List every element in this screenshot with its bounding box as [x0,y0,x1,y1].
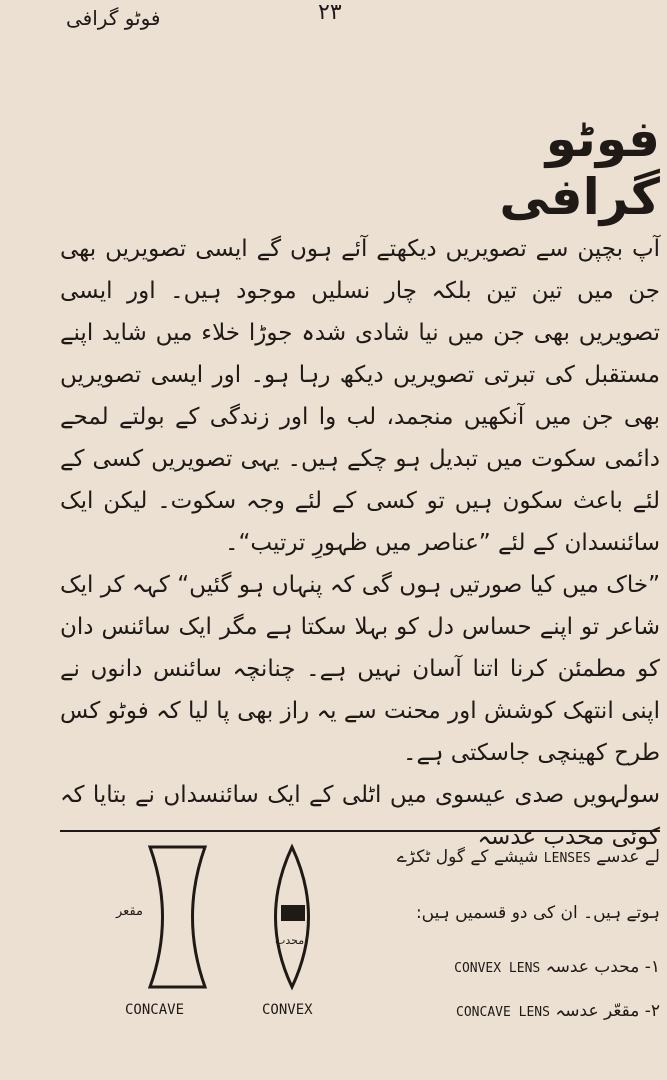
convex-urdu-label: محدب [275,934,305,947]
footnote-latin: CONVEX LENS [454,961,541,976]
footnote-line: ہوتے ہیں۔ ان کی دو قسمیں ہیں: [415,903,660,923]
footnote-latin: LENSES [543,851,591,866]
footnote-text: شیشے کے گول ٹکڑے [396,847,539,867]
footnote-divider [60,830,660,832]
page-number: ۲۳ [318,0,342,25]
footnote-line [360,846,660,867]
paragraph: سولہویں صدی عیسوی میں اٹلی کے ایک سائنسداں نے بتایا کہ کوئی محدب عدسہ [60,782,660,850]
running-head: فوٹو گرافی [66,6,161,30]
paragraph: ”خاک میں کیا صورتیں ہوں گی کہ پنہاں ہو گئیں“ کہہ کر ایک شاعر تو اپنے حساس دل کو بہلا سکتا ہے مگر ایک سائنس دان کو مطمئن کرنا اتنا آسان نہیں ہے۔ چنانچہ سائنس دانوں نے اپنی انتھک کوشش اور محنت سے یہ راز بھی پا لیا کہ فوٹو کس طرح کھینچی جاسکتی ہے۔ [60,572,660,766]
lens-diagram [70,842,370,1022]
chapter-title: فوٹو گرافی [499,110,660,226]
convex-label: CONVEX [262,1002,313,1018]
concave-lens-shape [150,847,205,987]
footnote-item [360,956,660,977]
footnote-text: لے عدسے [596,847,660,867]
footnote-text: ۱- محدب عدسہ [545,957,660,977]
footnote-text: ۲- مقعّر عدسہ [555,1001,660,1021]
footnote-latin: CONCAVE LENS [456,1005,550,1020]
body-text [60,228,660,858]
footnote-item [360,1000,660,1021]
paragraph: آپ بچپن سے تصویریں دیکھتے آئے ہوں گے ایسی تصویریں بھی جن میں تین تین بلکہ چار نسلیں موجود ہیں۔ اور ایسی تصویریں بھی جن میں نیا شادی شدہ جوڑا خلاء میں شاید اپنے مستقبل کی تبرتی تصویریں دیکھ رہا ہو۔ اور ایسی تصویریں بھی جن میں آنکھیں منجمد، لب وا اور زندگی کے بولتے لمحے دائمی سکوت میں تبدیل ہو چکے ہیں۔ یہی تصویریں کسی کے لئے باعث سکون ہیں تو کسی کے لئے وجہ سکوت۔ لیکن ایک سائنسدان کے لئے ”عناصر میں ظہورِ ترتیب“۔ [60,236,660,556]
convex-lens-mark [281,905,305,921]
concave-urdu-label: مقعر [116,904,143,919]
concave-label: CONCAVE [125,1002,185,1018]
